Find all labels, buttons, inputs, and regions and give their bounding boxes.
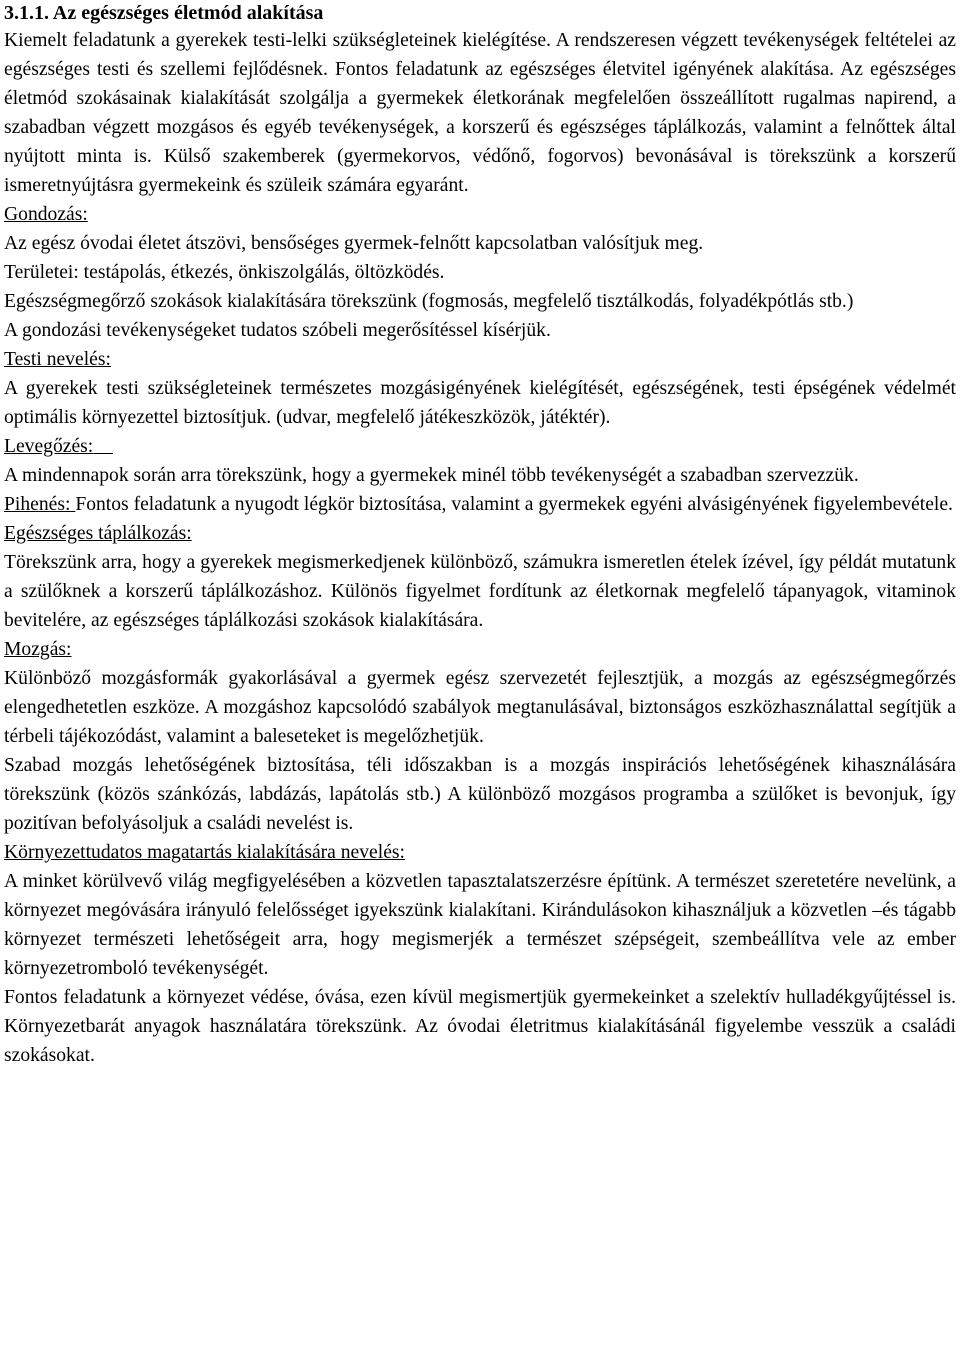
pihenes-heading: Pihenés: — [4, 494, 71, 515]
mozgas-paragraph-1: Különböző mozgásformák gyakorlásával a gyermek egész szervezetét fejlesztjük, a mozgás az egészségmegőrzés elengedhetetlen eszköze. A mozgáshoz kapcsolódó szabályok megtanulásával, biztonságos eszközhasználattal segítjük a térbeli tájékozódást, valamint a baleseteket is megelőzhetjük. — [4, 668, 956, 747]
section-title: 3.1.1. Az egészséges életmód alakítása — [4, 2, 324, 24]
document-page — [4, 0, 956, 1070]
pihenes-paragraph — [4, 490, 956, 519]
kornyezet-heading: Környezettudatos magatartás kialakítására nevelés: — [4, 842, 405, 863]
testi-neveles-paragraph: A gyerekek testi szükségleteinek természetes mozgásigényének kielégítését, egészségének, testi épségének védelmét optimális környezettel biztosítjuk. (udvar, megfelelő játékeszközök, játéktér). — [4, 378, 956, 428]
gondozas-paragraph-4: A gondozási tevékenységeket tudatos szóbeli megerősítéssel kísérjük. — [4, 320, 551, 341]
taplalkozas-heading: Egészséges táplálkozás: — [4, 523, 192, 544]
gondozas-heading: Gondozás: — [4, 204, 88, 225]
kornyezet-paragraph-2: Fontos feladatunk a környezet védése, óvása, ezen kívül megismertjük gyermekeinket a szelektív hulladékgyűjtéssel is. Környezetbarát anyagok használatára törekszünk. Az óvodai életritmus kialakításánál figyelembe vesszük a családi szokásokat. — [4, 987, 956, 1066]
mozgas-heading: Mozgás: — [4, 639, 72, 660]
levegozes-heading — [4, 432, 956, 461]
gondozas-paragraph-2: Területei: testápolás, étkezés, önkiszolgálás, öltözködés. — [4, 262, 445, 283]
mozgas-paragraph-2: Szabad mozgás lehetőségének biztosítása, téli időszakban is a mozgás inspirációs lehetőségének kihasználására törekszünk (közös szánkózás, labdázás, lapátolás stb.) A különböző mozgásos programba a szülőket is bevonjuk, így pozitívan befolyásoljuk a családi nevelést is. — [4, 755, 956, 834]
gondozas-paragraph-1: Az egész óvodai életet átszövi, bensőséges gyermek-felnőtt kapcsolatban valósítjuk meg. — [4, 233, 704, 254]
intro-paragraph: Kiemelt feladatunk a gyerekek testi-lelki szükségleteinek kielégítése. A rendszeresen végzett tevékenységek feltételei az egészséges testi és szellemi fejlődésnek. Fontos feladatunk az egészséges életvitel igényének alakítása. Az egészséges életmód szokásainak kialakítását szolgálja a gyermekek életkorának megfelelően összeállított rugalmas napirend, a szabadban végzett mozgásos és egyéb tevékenységek, a korszerű és egészséges táplálkozás, valamint a felnőttek által nyújtott minta is. Külső szakemberek (gyermekorvos, védőnő, fogorvos) bevonásával is törekszünk a korszerű ismeretnyújtásra gyermekeink és szüleik számára egyaránt. — [4, 30, 956, 196]
pihenes-text: Fontos feladatunk a nyugodt légkör biztosítása, valamint a gyermekek egyéni alvásigényének figyelembevétele. — [75, 494, 953, 515]
gondozas-paragraph-3: Egészségmegőrző szokások kialakítására törekszünk (fogmosás, megfelelő tisztálkodás, folyadékpótlás stb.) — [4, 291, 854, 312]
kornyezet-paragraph-1: A minket körülvevő világ megfigyelésében a közvetlen tapasztalatszerzésre építünk. A természet szeretetére nevelünk, a környezet megóvására irányuló felelősséget igyekszünk kialakítani. Kirándulásokon kihasználjuk a közvetlen –és tágabb környezet természeti lehetőségeit arra, hogy megismerjék a természet szépségeit, szembeállítva vele az ember környezetromboló tevékenységét. — [4, 871, 956, 979]
levegozes-paragraph: A mindennapok során arra törekszünk, hogy a gyermekek minél több tevékenységét a szabadban szervezzük. — [4, 465, 859, 486]
taplalkozas-paragraph: Törekszünk arra, hogy a gyerekek megismerkedjenek különböző, számukra ismeretlen ételek ízével, így példát mutatunk a szülőknek a korszerű táplálkozáshoz. Különös figyelmet fordítunk az életkornak megfelelő tápanyagok, vitaminok bevitelére, az egészséges táplálkozási szokások kialakítására. — [4, 552, 956, 631]
levegozes-heading-text: Levegőzés: — [4, 436, 94, 457]
testi-neveles-heading: Testi nevelés: — [4, 349, 111, 370]
